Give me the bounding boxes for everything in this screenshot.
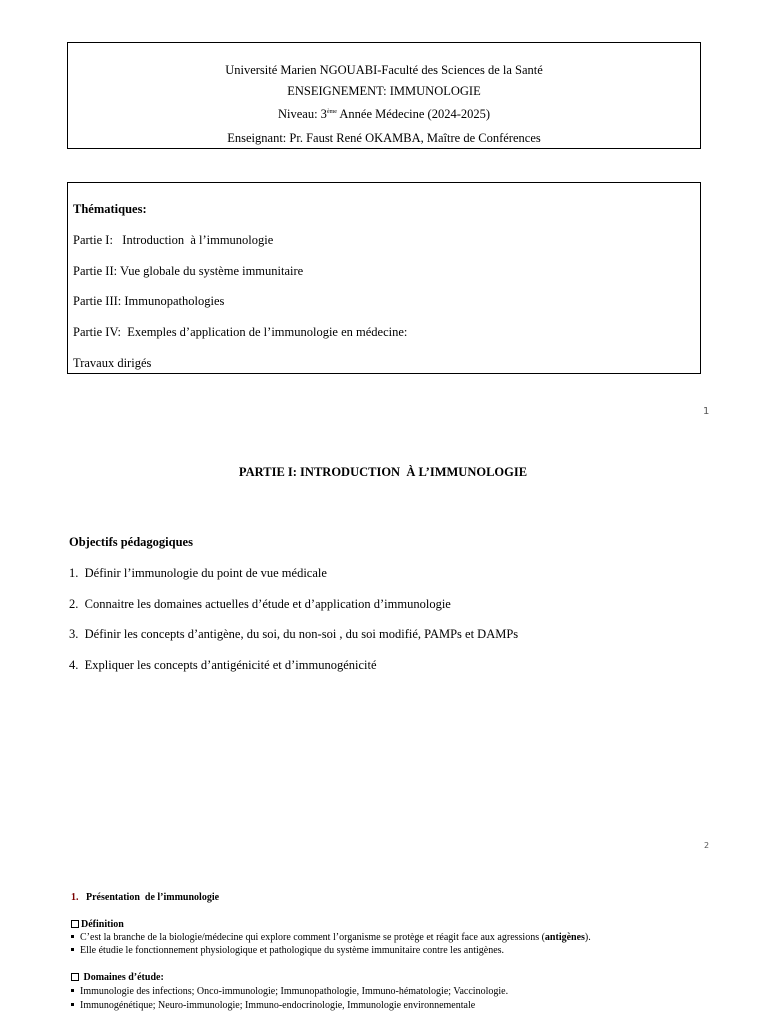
section-number: 1. [71,892,79,903]
themes-title: Thématiques: [73,202,147,216]
page-number: 2 [704,841,710,850]
objective-item: 3. Définir les concepts d’antigène, du soi, du non-soi , du soi modifié, PAMPs et DAMPs [69,627,519,641]
section-heading [71,892,219,904]
domains-bullet: Immunologie des infections; Onco-immunologie; Immunopathologie, Immuno-hématologie; Vaccinologie. [71,986,508,998]
objective-item: 1. Définir l’immunologie du point de vue médicale [69,566,327,580]
part-title: PARTIE I: INTRODUCTION À L’IMMUNOLOGIE [238,465,528,479]
objective-item: 4. Expliquer les concepts d’antigénicité et d’immunogénicité [69,658,377,672]
checkbox-icon [71,973,79,981]
square-bullet-icon [71,989,74,992]
course-line: ENSEIGNEMENT: IMMUNOLOGIE [287,84,481,98]
square-bullet-icon [71,935,74,938]
page-number: 1 [703,406,710,417]
definition-bullet: C’est la branche de la biologie/médecine qui explore comment l’organisme se protège et réagit face aux agressions (antigènes). [71,932,591,944]
theme-item: Travaux dirigés [73,356,152,370]
checkbox-icon [71,920,79,928]
header-box [67,42,701,149]
level-line: Niveau: 3ème Année Médecine (2024-2025) [277,107,491,121]
definition-bullet: Elle étudie le fonctionnement physiologique et pathologique du système immunitaire contre les antigènes. [71,945,504,957]
objectives-heading: Objectifs pédagogiques [69,535,193,549]
domains-bullet: Immunogénétique; Neuro-immunologie; Immuno-endocrinologie, Immunologie environnementale [71,1000,475,1012]
objective-item: 2. Connaitre les domaines actuelles d’étude et d’application d’immunologie [69,597,451,611]
theme-item: Partie I: Introduction à l’immunologie [73,233,274,247]
section-title: Présentation de l’immunologie [86,892,220,903]
themes-box [67,182,701,374]
square-bullet-icon [71,948,74,951]
theme-item: Partie IV: Exemples d’application de l’immunologie en médecine: [73,325,408,339]
square-bullet-icon [71,1003,74,1006]
domains-heading: Domaines d’étude: [71,972,164,984]
university-line: Université Marien NGOUABI-Faculté des Sciences de la Santé [225,63,543,77]
theme-item: Partie III: Immunopathologies [73,294,225,308]
theme-item: Partie II: Vue globale du système immunitaire [73,264,304,278]
teacher-line: Enseignant: Pr. Faust René OKAMBA, Maître de Conférences [227,131,541,145]
definition-heading: Définition [71,919,124,931]
